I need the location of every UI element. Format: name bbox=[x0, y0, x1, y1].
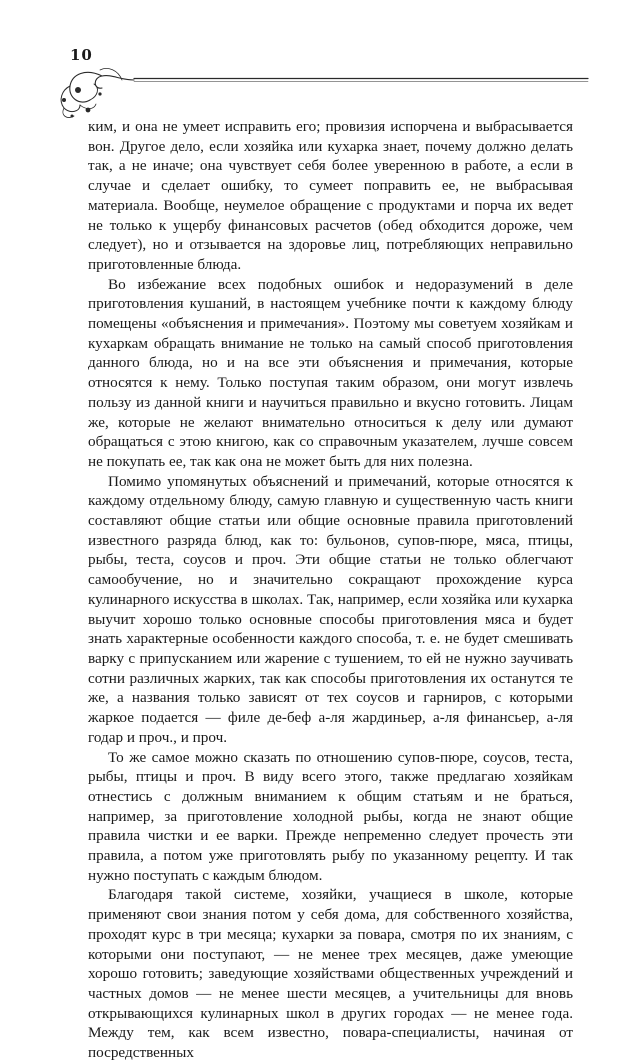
ornament-flourish-icon bbox=[50, 60, 590, 122]
page-number: 10 bbox=[70, 46, 93, 64]
paragraph: ким, и она не умеет исправить его; провизия испорчена и выбрасывается вон. Другое дело, если хозяйка или кухарка знает, почему должно делать так, а не иначе; она чувствует себя более уверенною в работе, а если в случае и сделает ошибку, то сумеет поправить ее, не выбрасывая материала. Вообще, неумелое обращение с продуктами и порча их ведет не только к ущербу финансовых расчетов (обед обходится дороже, чем следует), но и отзывается на здоровье лиц, потребляющих неправильно приготовленные блюда. bbox=[88, 118, 573, 273]
paragraph: То же самое можно сказать по отношению супов-пюре, соусов, теста, рыбы, птицы и проч. В виду всего этого, также предлагаю хозяйкам отнестись с должным вниманием к общим статьям и не браться, например, за приготовление холодной рыбы, когда не знают общие правила чистки и ее варки. Прежде непременно следует прочесть эти правила, а потом уже приготовлять рыбу по указанному рецепту. И так нужно поступать с каждым блюдом. bbox=[88, 748, 573, 884]
body-text bbox=[88, 117, 573, 1063]
paragraph: Благодаря такой системе, хозяйки, учащиеся в школе, которые применяют свои знания потом у себя дома, для собственного хозяйства, проходят курс в три месяца; кухарки за повара, смотря по их знаниям, с которыми они поступают, — не менее трех месяцев, даже умеющие хорошо готовить; заведующие хозяйствами общественных учреждений и частных домов — не менее шести месяцев, а учительницы для вновь открывающихся кулинарных школ в других городах — не менее года. Между тем, как всем известно, повара-специалисты, начиная от посредственных bbox=[88, 886, 573, 1062]
paragraph: Помимо упомянутых объяснений и примечаний, которые относятся к каждому отдельному блюду, самую главную и существенную часть книги составляют общие статьи или общие основные правила приготовлений известного разряда блюд, как то: бульонов, супов-пюре, мяса, птицы, рыбы, теста, соусов и проч. Эти общие статьи не только облегчают самообучение, но и значительно сокращают прохождение курса кулинарного искусства в школах. Так, например, если хозяйка или кухарка выучит хорошо только основные способы приготовления мяса и будет знать характерные особенности каждого способа, т. е. не будет смешивать варку с припусканием или жарение с тушением, то ей не нужно заучивать сотни различных жарких, так как способы приготовления их останутся те же, а названия только зависят от тех соусов и гарниров, с которыми жаркое подается — филе де-беф а-ля жардиньер, а-ля финансьер, а-ля годар и проч., и проч. bbox=[88, 472, 573, 746]
paragraph: Во избежание всех подобных ошибок и недоразумений в деле приготовления кушаний, в настоящем учебнике почти к каждому блюду помещены «объяснения и примечания». Поэтому мы советуем хозяйкам и кухаркам обращать внимание не только на самый способ приготовления данного блюда, но и на все эти объяснения и примечания, которые относятся к нему. Только поступая таким образом, они могут извлечь пользу из данной книги и научиться правильно и вкусно готовить. Лицам же, которые не желают внимательно относиться к делу или думают обращаться с этою книгою, как со справочным указателем, лучше совсем не покупать ее, так как она не может быть для них полезна. bbox=[88, 275, 573, 470]
